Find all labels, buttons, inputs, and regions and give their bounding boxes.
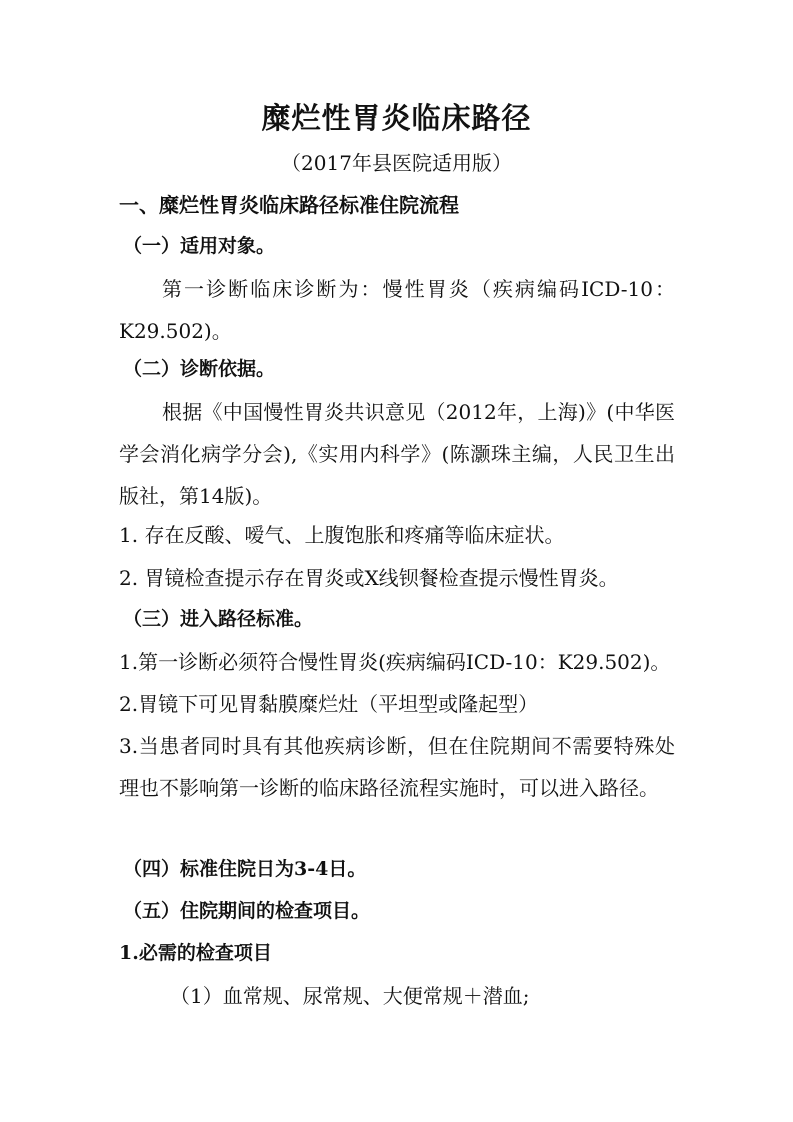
entry-criteria-item-3: 3.当患者同时具有其他疾病诊断，但在住院期间不需要特殊处理也不影响第一诊断的临床路径流程实施时，可以进入路径。	[119, 734, 675, 800]
document-title: 糜烂性胃炎临床路径	[261, 101, 532, 135]
subsection-heading-entry-criteria: （三）进入路径标准。	[123, 608, 314, 630]
subsection-heading-diagnosis-basis: （二）诊断依据。	[123, 358, 276, 380]
paragraph-applicable-objects: 第一诊断临床诊断为：慢性胃炎（疾病编码ICD-10：K29.502)。	[119, 277, 675, 343]
diagnosis-item-1: 1. 存在反酸、嗳气、上腹饱胀和疼痛等临床症状。	[119, 523, 565, 547]
subsection-heading-examinations: （五）住院期间的检查项目。	[123, 900, 371, 922]
subsection-heading-applicable-objects: （一）适用对象。	[123, 235, 276, 257]
diagnosis-item-2: 2. 胃镜检查提示存在胃炎或X线钡餐检查提示慢性胃炎。	[119, 566, 619, 590]
entry-criteria-item-2: 2.胃镜下可见胃黏膜糜烂灶（平坦型或隆起型）	[119, 692, 539, 716]
examinations-required-item-1: （1）血常规、尿常规、大便常规＋潜血;	[170, 984, 530, 1008]
entry-criteria-item-1: 1.第一诊断必须符合慢性胃炎(疾病编码ICD-10：K29.502)。	[119, 650, 671, 674]
subsection-heading-hospital-stay: （四）标准住院日为3-4日。	[123, 858, 367, 880]
paragraph-diagnosis-basis: 根据《中国慢性胃炎共识意见（2012年，上海)》(中华医学会消化病学分会),《实用内科学》(陈灏珠主编，人民卫生出版社，第14版)。	[119, 400, 675, 508]
document-subtitle: （2017年县医院适用版）	[281, 151, 512, 175]
examinations-required-heading: 1.必需的检查项目	[119, 942, 272, 964]
section-heading-1: 一、糜烂性胃炎临床路径标准住院流程	[119, 193, 459, 217]
